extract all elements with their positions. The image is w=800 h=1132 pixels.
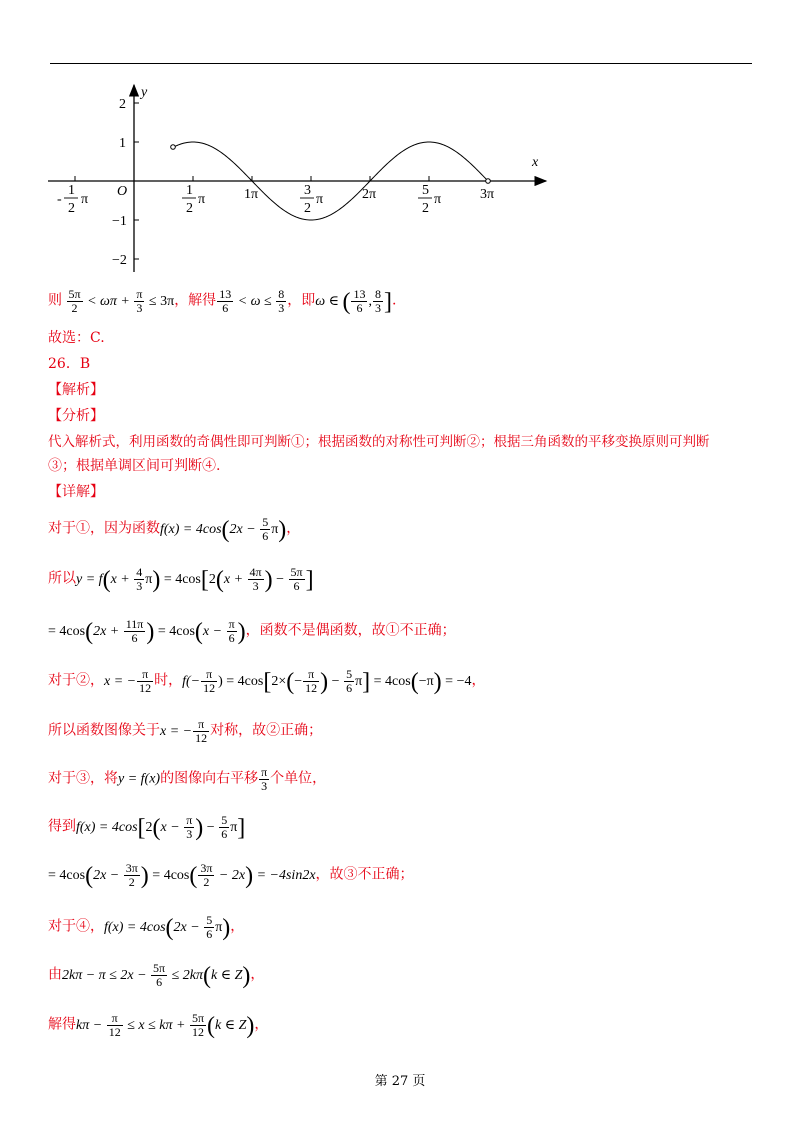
text-segment: ，即 bbox=[287, 292, 316, 309]
detail-line-9: 对于④，f(x) = 4cos(2x − $\frac{5}{6}$ π)， bbox=[48, 913, 245, 941]
open-endpoint-right bbox=[486, 179, 491, 184]
text-segment: 个单位， bbox=[270, 770, 327, 787]
text-segment: 对于①，因为函数 bbox=[48, 520, 160, 537]
math-segment: k ∈ Z bbox=[211, 967, 243, 983]
detail-line-2: 所以y = f(x + $\frac{4}{3}$ π) = 4cos[2(x + $\frac{4\pi}{3}$ ) − $\frac{5\pi}{6}$ ] bbox=[48, 565, 314, 593]
math-segment: = 4cos bbox=[48, 867, 86, 883]
frac-num: 11π bbox=[125, 617, 144, 631]
text-segment: 时， bbox=[154, 672, 183, 689]
math-segment: x − bbox=[160, 819, 184, 835]
text-segment: ， bbox=[471, 672, 486, 689]
frac-den: 12 bbox=[203, 681, 216, 695]
math-segment: = 4cos bbox=[154, 623, 195, 639]
frac-num: 5π bbox=[191, 1011, 205, 1025]
frac-num: 3π bbox=[200, 861, 213, 875]
text-line-1: 则 $\frac{5\pi}{2}$ < ωπ + $\frac{\pi}{3}$ ≤ 3π，解得 $\frac{13}{6}$ < ω ≤ $\frac{8}{3}$ ，即ω ∈ ( $\frac{13}{6}$ , $\frac{8}{3}$ ]. bbox=[48, 287, 397, 315]
frac-num: 13 bbox=[219, 287, 232, 301]
header-rule bbox=[50, 63, 752, 64]
frac-den: 6 bbox=[228, 631, 235, 645]
frac-num: π bbox=[228, 617, 235, 631]
frac-num: 5 bbox=[262, 515, 269, 529]
frac-den: 12 bbox=[195, 731, 208, 745]
math-segment: k ∈ Z bbox=[215, 1017, 247, 1033]
math-segment: = 4cos bbox=[148, 867, 190, 883]
section-xiangjie: 【详解】 bbox=[48, 484, 104, 500]
section-jiexi: 【解析】 bbox=[48, 382, 104, 398]
math-segment: 2kπ − π ≤ 2x − bbox=[62, 967, 151, 983]
frac-num: 5π bbox=[290, 565, 303, 579]
math-segment: 2× bbox=[271, 673, 287, 689]
detail-line-5 bbox=[48, 718, 322, 745]
frac-den: 2 bbox=[203, 875, 210, 889]
x-tick-2pi: 2π bbox=[362, 187, 377, 202]
frac-num: π bbox=[137, 668, 153, 682]
math-segment: ≤ x ≤ kπ + bbox=[123, 1017, 189, 1033]
math-segment: , bbox=[368, 293, 372, 309]
frac-num: 5π bbox=[68, 287, 81, 301]
math-segment: ω ∈ bbox=[315, 293, 343, 309]
x-tick-3half-pi: π bbox=[316, 192, 324, 207]
math-segment: = 4cos bbox=[370, 673, 411, 689]
frac-num: π bbox=[107, 1012, 123, 1026]
math-segment: −π bbox=[418, 673, 434, 689]
x-tick-half-den: 2 bbox=[186, 201, 193, 216]
math-segment: kπ − bbox=[76, 1017, 106, 1033]
detail-line-7: 得到f(x) = 4cos[2(x − $\frac{\pi}{3}$ ) − $\frac{5}{6}$ π] bbox=[48, 813, 246, 841]
x-tick-neg-half-pi: π bbox=[81, 192, 89, 207]
text-segment: 对于④， bbox=[48, 918, 104, 935]
text-segment: 对于②， bbox=[48, 672, 104, 689]
math-segment: π bbox=[230, 819, 238, 835]
function-graph bbox=[40, 80, 560, 275]
text-segment: ，函数不是偶函数，故①不正确； bbox=[245, 622, 456, 639]
detail-line-10: 由2kπ − π ≤ 2x − $\frac{5\pi}{6}$ ≤ 2kπ(k ∈ Z)， bbox=[48, 961, 265, 989]
frac-den: 12 bbox=[191, 1025, 204, 1039]
math-segment: y = f bbox=[76, 571, 103, 587]
y-tick-1: 1 bbox=[119, 136, 126, 151]
text-segment: 对称，故②正确； bbox=[210, 722, 323, 739]
detail-line-8: = 4cos(2x − $\frac{3\pi}{2}$ ) = 4cos( $\frac{3\pi}{2}$ − 2x) = −4sin2x，故③不正确； bbox=[48, 861, 414, 889]
math-segment: − bbox=[203, 819, 219, 835]
math-segment: < ω ≤ bbox=[234, 293, 276, 309]
frac-den: 3 bbox=[252, 579, 259, 593]
math-segment: ≤ 2kπ bbox=[168, 967, 204, 983]
frac-num: 5 bbox=[206, 913, 213, 927]
math-segment: π bbox=[215, 919, 223, 935]
math-segment: = −4 bbox=[441, 673, 472, 689]
frac-num: 3π bbox=[125, 861, 138, 875]
math-segment: f(− bbox=[182, 673, 201, 689]
x-tick-5half-den: 2 bbox=[422, 201, 429, 216]
frac-num: π bbox=[136, 287, 143, 301]
text-segment: 对于③，将 bbox=[48, 770, 118, 787]
math-segment: x + bbox=[223, 571, 247, 587]
math-segment: y = f(x) bbox=[118, 771, 161, 787]
frac-num: 5π bbox=[153, 961, 166, 975]
x-tick-neg-half-num: 1 bbox=[68, 183, 75, 198]
frac-den: 12 bbox=[108, 1025, 121, 1039]
frac-num: π bbox=[303, 668, 319, 682]
math-segment: 2x − bbox=[229, 521, 260, 537]
math-segment: f(x) = 4cos bbox=[104, 919, 166, 935]
x-tick-3half-den: 2 bbox=[304, 201, 311, 216]
open-endpoint-left bbox=[171, 145, 176, 150]
frac-num: 13 bbox=[353, 287, 366, 301]
x-tick-half-pi: π bbox=[198, 192, 206, 207]
frac-num: 4π bbox=[249, 565, 262, 579]
text-segment: ，解得 bbox=[174, 292, 217, 309]
math-segment: = 4cos bbox=[160, 571, 201, 587]
math-segment: ) = 4cos bbox=[218, 673, 264, 689]
math-segment: f(x) = 4cos bbox=[160, 521, 222, 537]
text-segment: ， bbox=[254, 1016, 269, 1033]
detail-line-3: = 4cos(2x + $\frac{11\pi}{6}$ ) = 4cos(x − $\frac{\pi}{6}$ )，函数不是偶函数，故①不正确； bbox=[48, 617, 456, 645]
frac-num: π bbox=[261, 765, 268, 779]
frac-num: π bbox=[186, 813, 193, 827]
frac-num: 5 bbox=[221, 813, 228, 827]
y-tick-neg1: −1 bbox=[112, 214, 127, 229]
text-segment: 所以 bbox=[48, 570, 76, 587]
analysis-line-1: 代入解析式，利用函数的奇偶性即可判断①；根据函数的对称性可判断②；根据三角函数的平移变换原则可判断 bbox=[48, 434, 710, 450]
math-segment: x = − bbox=[104, 673, 137, 689]
math-segment: < ωπ + bbox=[83, 293, 134, 309]
math-segment: − bbox=[294, 673, 303, 689]
math-segment: = 4cos bbox=[48, 623, 86, 639]
y-tick-2: 2 bbox=[119, 97, 126, 112]
text-segment: 解得 bbox=[48, 1016, 76, 1033]
frac-den: 6 bbox=[221, 827, 228, 841]
x-tick-3half-num: 3 bbox=[304, 183, 311, 198]
x-tick-5half-num: 5 bbox=[422, 183, 429, 198]
answer-line: 故选：C. bbox=[48, 330, 105, 346]
frac-den: 3 bbox=[136, 579, 143, 593]
detail-line-6 bbox=[48, 766, 326, 793]
frac-den: 12 bbox=[139, 681, 152, 695]
math-segment: ≤ 3π bbox=[145, 293, 175, 309]
question-number: 26．B bbox=[48, 356, 91, 372]
math-segment: x − bbox=[202, 623, 226, 639]
math-segment: f(x) = 4cos bbox=[76, 819, 138, 835]
math-segment: x + bbox=[110, 571, 134, 587]
text-segment: 得到 bbox=[48, 818, 76, 835]
y-axis-label: y bbox=[141, 85, 148, 100]
frac-num: 8 bbox=[278, 287, 285, 301]
math-segment: = −4sin2x bbox=[253, 867, 316, 883]
math-segment: 2x + bbox=[93, 623, 123, 639]
math-segment: π bbox=[145, 571, 153, 587]
math-segment: π bbox=[355, 673, 363, 689]
math-segment: − bbox=[328, 673, 344, 689]
analysis-line-2: ③；根据单调区间可判断④. bbox=[48, 458, 221, 474]
detail-line-1: 对于①，因为函数f(x) = 4cos(2x − $\frac{5}{6}$ π)， bbox=[48, 515, 301, 543]
x-tick-neg-half-sign: - bbox=[57, 192, 62, 207]
text-segment: ， bbox=[230, 918, 245, 935]
x-tick-5half-pi: π bbox=[434, 192, 442, 207]
frac-den: 3 bbox=[186, 827, 193, 841]
math-segment: − bbox=[272, 571, 288, 587]
frac-den: 6 bbox=[262, 529, 269, 543]
detail-line-11: 解得kπ − $\frac{\pi}{12}$ ≤ x ≤ kπ + $\frac{5\pi}{12}$ (k ∈ Z)， bbox=[48, 1011, 269, 1039]
math-segment: 2 bbox=[145, 819, 153, 835]
math-segment: 2 bbox=[208, 571, 216, 587]
x-tick-neg-half-den: 2 bbox=[68, 201, 75, 216]
x-tick-1pi: 1π bbox=[244, 187, 259, 202]
text-segment: ， bbox=[286, 520, 301, 537]
frac-den: 3 bbox=[278, 301, 285, 315]
frac-den: 3 bbox=[261, 779, 268, 793]
text-segment: 由 bbox=[48, 966, 62, 983]
frac-num: 8 bbox=[374, 287, 381, 301]
frac-num: 4 bbox=[136, 565, 143, 579]
math-segment: 2x − bbox=[173, 919, 204, 935]
page-number: 第 27 页 bbox=[374, 1074, 426, 1089]
detail-line-4: 对于②，x = − $\frac{\pi}{12}$ 时，f(− $\frac{\pi}{12}$ ) = 4cos[2×(− $\frac{\pi}{12}$ ) − $\frac{5}{6}$ π] = 4cos(−π) = −4， bbox=[48, 667, 486, 695]
text-segment: 的图像向右平移 bbox=[160, 770, 259, 787]
math-segment: π bbox=[271, 521, 279, 537]
frac-den: 6 bbox=[293, 579, 300, 593]
frac-den: 2 bbox=[128, 875, 135, 889]
frac-den: 6 bbox=[222, 301, 229, 315]
x-axis-label: x bbox=[532, 155, 539, 170]
frac-den: 3 bbox=[136, 301, 143, 315]
x-tick-half-num: 1 bbox=[186, 183, 193, 198]
y-tick-neg2: −2 bbox=[112, 253, 127, 268]
frac-num: 5 bbox=[346, 667, 353, 681]
frac-den: 12 bbox=[305, 681, 318, 695]
frac-den: 6 bbox=[156, 975, 163, 989]
section-fenxi: 【分析】 bbox=[48, 408, 104, 424]
text-segment: ， bbox=[250, 966, 265, 983]
frac-den: 6 bbox=[346, 681, 353, 695]
text-segment: 所以函数图像关于 bbox=[48, 722, 160, 739]
frac-den: 2 bbox=[71, 301, 78, 315]
frac-den: 6 bbox=[206, 927, 213, 941]
text-segment: 则 bbox=[48, 292, 62, 309]
text-segment: ，故③不正确； bbox=[315, 866, 414, 883]
origin-label: O bbox=[117, 184, 128, 199]
frac-den: 6 bbox=[131, 631, 138, 645]
math-segment: − 2x bbox=[215, 867, 246, 883]
frac-den: 3 bbox=[374, 301, 381, 315]
frac-num: π bbox=[193, 718, 209, 732]
text-segment: . bbox=[391, 292, 397, 309]
frac-den: 6 bbox=[356, 301, 363, 315]
math-segment: x = − bbox=[160, 723, 193, 739]
math-segment: 2x − bbox=[93, 867, 123, 883]
x-tick-3pi: 3π bbox=[480, 187, 495, 202]
frac-num: π bbox=[201, 668, 217, 682]
